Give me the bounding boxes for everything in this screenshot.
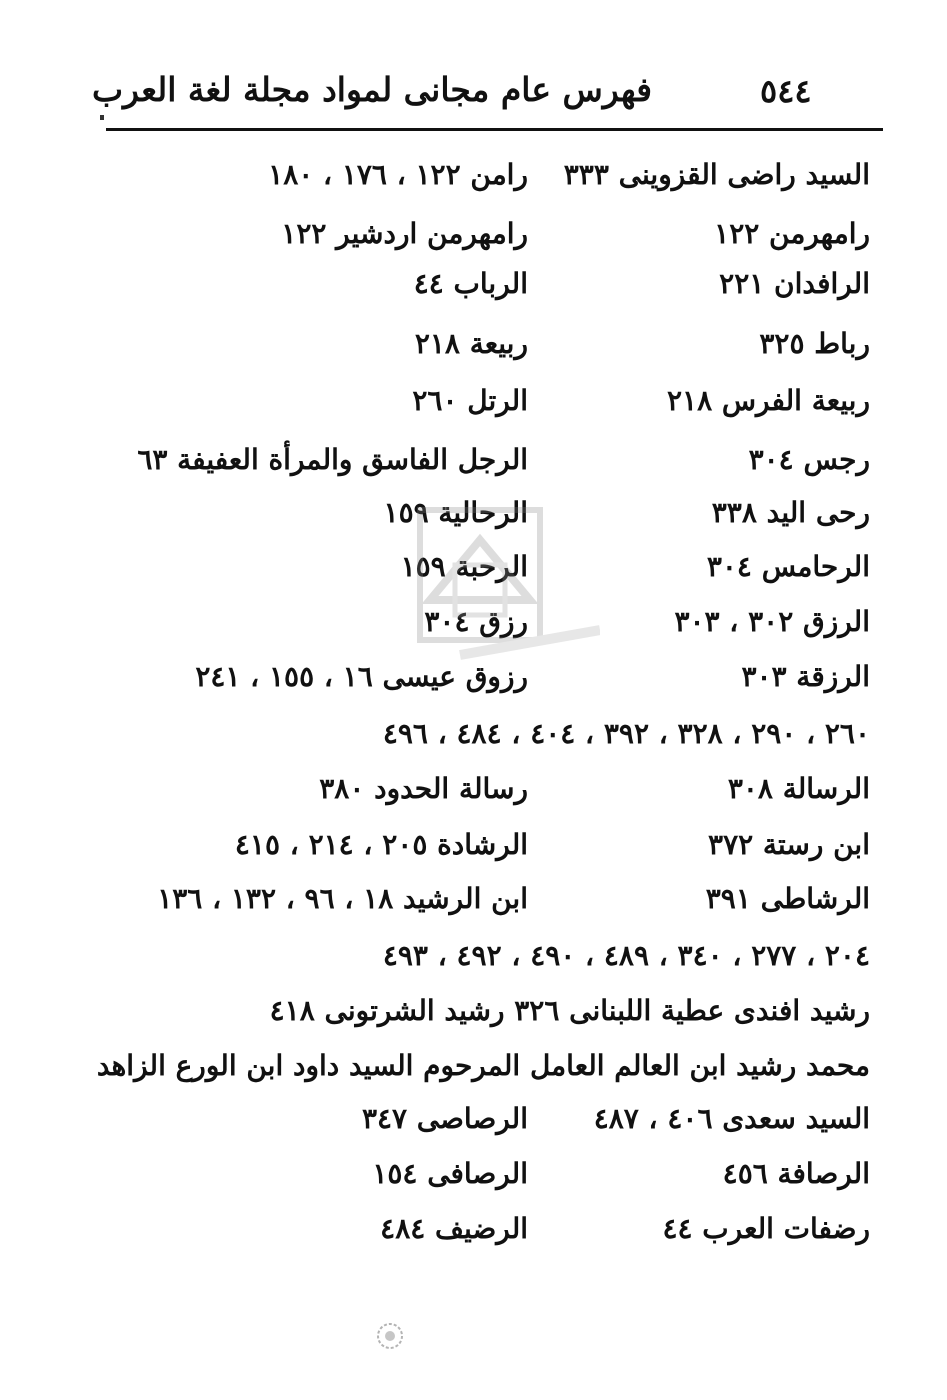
index-entry: محمد رشيد ابن العالم العامل المرحوم السيد داود ابن الورع الزاهد xyxy=(96,1049,870,1082)
index-entry: ابن رستة ٣٧٢ xyxy=(708,828,870,861)
index-entry: الرتل ٢٦٠ xyxy=(412,384,528,417)
index-entry: الرصافى ١٥٤ xyxy=(372,1157,528,1190)
index-row xyxy=(100,327,880,373)
index-entry: ربيعة ٢١٨ xyxy=(414,327,528,360)
index-entry: رجس ٣٠٤ xyxy=(748,443,870,476)
index-entry: الرحالية ١٥٩ xyxy=(383,496,528,529)
index-entry: رشيد افندى عطية اللبنانى ٣٢٦ رشيد الشرتونى ٤١٨ xyxy=(269,994,870,1027)
index-entry: السيد راضى القزوينى ٣٣٣ xyxy=(563,158,870,191)
index-row xyxy=(100,882,880,928)
index-entry: الرصافة ٤٥٦ xyxy=(722,1157,870,1190)
index-continuation: ٢٠٤ ، ٢٧٧ ، ٣٤٠ ، ٤٨٩ ، ٤٩٠ ، ٤٩٢ ، ٤٩٣ xyxy=(382,939,870,972)
page-ornament-icon xyxy=(372,1318,408,1354)
index-entry: الرافدان ٢٢١ xyxy=(719,267,870,300)
index-entry: رامهرمن اردشير ١٢٢ xyxy=(281,217,528,250)
index-row xyxy=(100,1157,880,1203)
index-entry: رحى اليد ٣٣٨ xyxy=(711,496,870,529)
running-header-title: فهرس عام مجانى لمواد مجلة لغة العرب xyxy=(91,70,652,109)
index-continuation: ٢٦٠ ، ٢٩٠ ، ٣٢٨ ، ٣٩٢ ، ٤٠٤ ، ٤٨٤ ، ٤٩٦ xyxy=(382,717,870,750)
index-entry: الرشاطى ٣٩١ xyxy=(705,882,870,915)
index-row xyxy=(100,994,880,1040)
index-row xyxy=(100,939,880,985)
index-entry: الرجل الفاسق والمرأة العفيفة ٦٣ xyxy=(137,443,528,476)
index-row xyxy=(100,828,880,874)
index-row xyxy=(100,267,880,313)
index-entry: رسالة الحدود ٣٨٠ xyxy=(319,772,528,805)
seal-icon xyxy=(400,480,600,680)
page-number: ٥٤٤ xyxy=(760,72,812,110)
index-entry: الرسالة ٣٠٨ xyxy=(727,772,870,805)
index-entry: رضفات العرب ٤٤ xyxy=(662,1212,870,1245)
margin-mark xyxy=(100,115,104,120)
index-entry: الرصاصى ٣٤٧ xyxy=(361,1102,528,1135)
index-entry: الرشادة ٢٠٥ ، ٢١٤ ، ٤١٥ xyxy=(234,828,528,861)
index-row xyxy=(100,158,880,204)
index-entry: السيد سعدى ٤٠٦ ، ٤٨٧ xyxy=(593,1102,870,1135)
index-row xyxy=(100,217,880,263)
index-entry: رامهرمن ١٢٢ xyxy=(714,217,870,250)
index-entry: ابن الرشيد ١٨ ، ٩٦ ، ١٣٢ ، ١٣٦ xyxy=(157,882,528,915)
index-entry: رامن ١٢٢ ، ١٧٦ ، ١٨٠ xyxy=(268,158,528,191)
index-entry: الرزق ٣٠٢ ، ٣٠٣ xyxy=(674,605,870,638)
index-row xyxy=(96,1049,880,1095)
index-entry: الرحبة ١٥٩ xyxy=(400,550,528,583)
index-row xyxy=(100,384,880,430)
index-entry: رزوق عيسى ١٦ ، ١٥٥ ، ٢٤١ xyxy=(195,660,528,693)
header-rule xyxy=(106,128,883,131)
index-row xyxy=(100,1212,880,1258)
index-entry: ربيعة الفرس ٢١٨ xyxy=(666,384,870,417)
index-row xyxy=(100,1102,880,1148)
index-row xyxy=(100,772,880,818)
index-entry: الرزقة ٣٠٣ xyxy=(741,660,870,693)
index-entry: الرباب ٤٤ xyxy=(413,267,528,300)
index-entry: الرحامس ٣٠٤ xyxy=(706,550,870,583)
index-entry: رباط ٣٢٥ xyxy=(759,327,870,360)
index-row xyxy=(100,717,880,763)
index-entry: الرضيف ٤٨٤ xyxy=(380,1212,528,1245)
index-entry: رزق ٣٠٤ xyxy=(424,605,528,638)
